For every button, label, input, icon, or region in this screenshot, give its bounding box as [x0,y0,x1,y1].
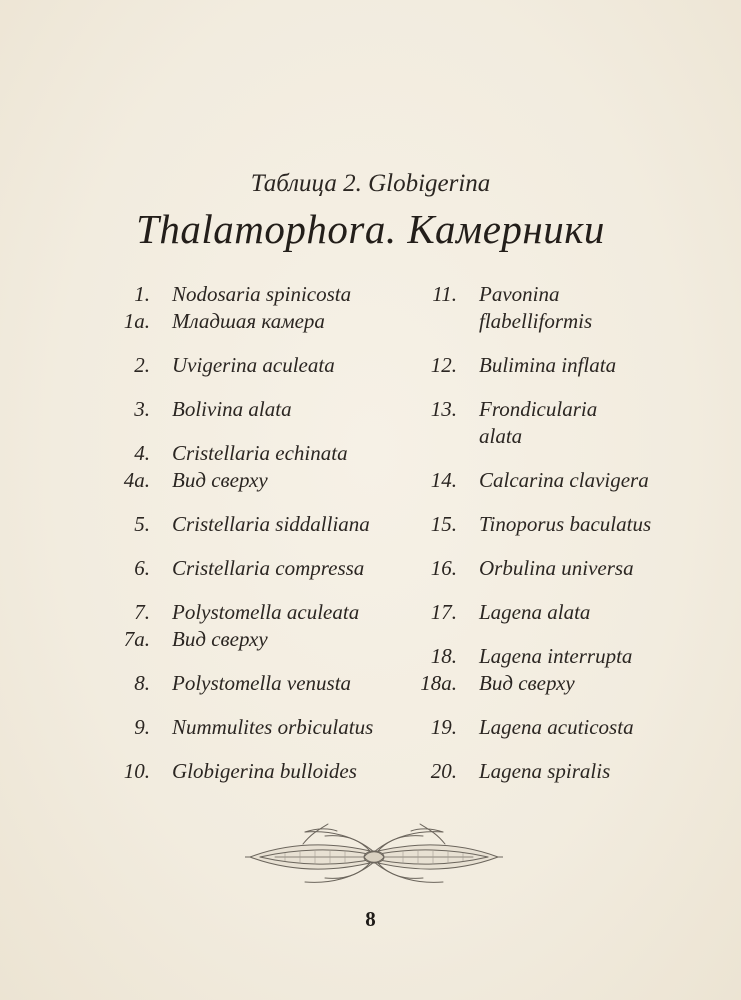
entry-number: 12. [430,353,457,377]
list-item-continuation [405,423,725,450]
entry-name: Cristellaria compressa [172,556,365,580]
entry-number: 18a. [420,671,457,695]
entry-number: 8. [134,671,150,695]
entry-name: Nodosaria spinicosta [172,282,352,306]
right-column [405,281,725,785]
entry-name: Frondicularia [479,397,598,421]
entry-name: Вид сверху [479,671,575,695]
list-item [405,758,725,785]
entry-number: 7a. [123,627,150,651]
list-item [110,599,410,626]
entry-number: 11. [432,282,457,306]
list-item [110,758,410,785]
entry-name: Cristellaria echinata [172,441,348,465]
entry-name: Младшая камера [172,309,325,333]
list-item [405,352,725,379]
list-item [405,396,725,423]
list-item [110,511,410,538]
entry-number: 2. [134,353,150,377]
list-item [405,555,725,582]
entry-number: 17. [430,600,457,624]
entry-name: Pavonina [479,282,560,306]
entry-name: Tinoporus baculatus [479,512,652,536]
entry-number: 5. [134,512,150,536]
entry-number: 4. [134,441,150,465]
entry-number: 7. [134,600,150,624]
entry-name: Orbulina universa [479,556,634,580]
entry-name: Polystomella aculeata [172,600,360,624]
entry-number: 15. [430,512,457,536]
list-item [110,467,410,494]
list-item [110,670,410,697]
ornament-icon [245,822,503,892]
plate-subtitle: Таблица 2. Globigerina [250,170,491,197]
list-item [405,511,725,538]
entry-name: Uvigerina aculeata [172,353,335,377]
entry-number: 13. [430,397,457,421]
list-item [405,670,725,697]
entry-number: 10. [123,759,150,783]
entry-name: Nummulites orbiculatus [172,715,374,739]
entry-name: Lagena spiralis [479,759,611,783]
entry-number: 6. [134,556,150,580]
list-item [110,555,410,582]
entry-name: Lagena acuticosta [479,715,634,739]
entry-number: 18. [430,644,457,668]
entry-number: 14. [430,468,457,492]
entry-number: 1a. [123,309,150,333]
list-item [110,352,410,379]
entry-number: 4a. [123,468,150,492]
entry-number: 20. [430,759,457,783]
entry-name: Вид сверху [172,468,268,492]
entry-name-continued: flabelliformis [479,309,593,333]
list-item [405,281,725,308]
plate-title: Thalamophora. Камерники [136,206,605,252]
entry-name: Bolivina alata [172,397,292,421]
entry-number: 19. [430,715,457,739]
entry-number: 16. [430,556,457,580]
entry-name: Lagena alata [479,600,591,624]
list-item [110,714,410,741]
list-item [110,396,410,423]
list-item [405,467,725,494]
list-item [405,599,725,626]
entry-number: 1. [134,282,150,306]
entry-number: 3. [134,397,150,421]
entry-name: Calcarina clavigera [479,468,649,492]
entry-name-continued: alata [479,424,523,448]
list-item [110,440,410,467]
entry-name: Вид сверху [172,627,268,651]
left-column [110,281,410,785]
entry-name: Bulimina inflata [479,353,617,377]
list-item [110,626,410,653]
page-number: 8 [365,907,376,931]
list-item [110,281,410,308]
entry-number: 9. [134,715,150,739]
entry-name: Polystomella venusta [172,671,352,695]
list-item [405,643,725,670]
entry-name: Lagena interrupta [479,644,633,668]
list-item [405,714,725,741]
entry-name: Globigerina bulloides [172,759,357,783]
entry-name: Cristellaria siddalliana [172,512,370,536]
list-item-continuation [405,308,725,335]
list-item [110,308,410,335]
